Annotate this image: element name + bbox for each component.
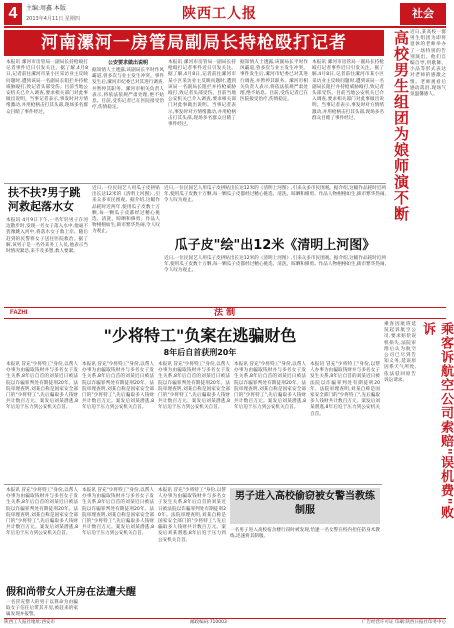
story3-body-b: 近日,一位民间艺人用瓜子皮拼贴出长达12米的《清明上河图》,引来众多市民围观。据介绍,这幅作品耗时近两年,使用瓜子皮数十万颗,每一颗瓜子皮都经过精心挑选、清洗、晾晒和修剪。作品人物栩栩如生,街市繁华热闹,令人叹为观止。 (164, 186, 386, 204)
story5-headline: "少将特工"负案在逃骗财色 (103, 326, 297, 345)
story1-body-a: 本报讯 漯河市房管局一副局长持枪殴打记者事件近日引发关注。据了解,4月8日,记者前往漯河市某小区采访业主反映问题时,遭到该局一名副局长阻拦并持枪威胁殴打,致记者头部受伤。目前当地公安机关已介入调查,要求相关部门对此事做出说明。当事记者表示,事发时对方情绪激动,并用枪柄击打其头部,现场多名群众目睹了事件经过。 (6, 60, 88, 115)
story4-headline: 高校男生组团为娘师演不断 (392, 30, 410, 222)
fazhi-section-bar (4, 307, 446, 319)
story5-body-f: 本报讯 冒充"少将特工"身份,以帮人办事为由骗取钱财并与多名女子发生关系,8年后自首的刘某近日被法院以诈骗罪判处有期徒刑20年。法院审理查明,刘某自称是国家安全部门的"少将特工",先后骗取多人钱财共计数百万元。案发后刘某潜逃,8年后迫于压力到公安机关自首。 (6, 488, 78, 537)
divider (4, 183, 386, 184)
story3-body-c: 近日,一位民间艺人用瓜子皮拼贴出长达12米的《清明上河图》,引来众多市民围观。据介绍,这幅作品耗时近两年,使用瓜子皮数十万颗,每一颗瓜子皮都经过精心挑选、清洗、晾晒和修剪。作品人物栩栩如生,街市繁华热闹,令人叹为观止。 (164, 256, 386, 274)
footer-mid: 邮政编码:710003 (190, 620, 227, 625)
editor-line: 主编:周鑫 本版 (26, 5, 66, 12)
story3-headline: 瓜子皮"绘"出12米《清明上河图》 (174, 238, 376, 253)
story7-body: 一名男子进入高校宿舍楼行窃时被发现,恰逢一名女警在校内担任防身术教练,迅速将其制服。 (230, 528, 380, 540)
story5-body-h: 本报讯 冒充"少将特工"身份,以帮人办事为由骗取钱财并与多名女子发生关系,8年后自首的刘某近日被法院以诈骗罪判处有期徒刑20年。法院审理查明,刘某自称是国家安全部门的"少将特工",先后骗取多人钱财共计数百万元。案发后刘某潜逃,8年后迫于压力到公安机关自首。 (158, 488, 226, 543)
story5-subhead: 8年后自首获刑20年 (163, 348, 237, 357)
footer (4, 618, 446, 626)
story8-headline: 假和尚带女人开房在法遭夫醒 (6, 587, 136, 598)
story5-body-b: 本报讯 冒充"少将特工"身份,以帮人办事为由骗取钱财并与多名女子发生关系,8年后自首的刘某近日被法院以诈骗罪判处有期徒刑20年。法院审理查明,刘某自称是国家安全部门的"少将特工",先后骗取多人钱财共计数百万元。案发后刘某潜逃,8年后迫于压力到公安机关自首。 (82, 362, 154, 411)
paper-title: 陕西工人报 (182, 6, 257, 22)
story1-body-d: 据知情人士透露,该副局长平时作风霸道,曾多次与业主发生冲突。事件发生后,漯河市纪委已对其进行调查,并暂停其职务。漯河市相关负责人表示,将依法依规严肃处理,绝不姑息。目前,受伤记者已在医院接受治疗,伤情稳定。 (240, 60, 308, 103)
story1-subhead: 公安要求做出说明 (107, 60, 148, 66)
story5-body-a: 本报讯 冒充"少将特工"身份,以帮人办事为由骗取钱财并与多名女子发生关系,8年后自首的刘某近日被法院以诈骗罪判处有期徒刑20年。法院审理查明,刘某自称是国家安全部门的"少将特工",先后骗取多人钱财共计数百万元。案发后刘某潜逃,8年后迫于压力到公安机关自首。 (6, 362, 78, 411)
story1-body-b: 据知情人士透露,该副局长平时作风霸道,曾多次与业主发生冲突。事件发生后,漯河市纪委已对其进行调查,并暂停其职务。漯河市相关负责人表示,将依法依规严肃处理,绝不姑息。目前,受伤记者已在医院接受治疗,伤情稳定。 (92, 68, 164, 111)
story6-body: 乘客因航班延误起诉航空公司,要求赔偿误机损失,法院审理后认为航空公司已尽到告知义务,延误原因系天气所致,依法驳回原告诉讼请求。 (384, 322, 416, 383)
story5-body-c: 本报讯 冒充"少将特工"身份,以帮人办事为由骗取钱财并与多名女子发生关系,8年后自首的刘某近日被法院以诈骗罪判处有期徒刑20年。法院审理查明,刘某自称是国家安全部门的"少将特工",先后骗取多人钱财共计数百万元。案发后刘某潜逃,8年后迫于压力到公安机关自首。 (158, 362, 230, 411)
story2-body: 本报讯 4月9日下午,一名年轻男子在河边散步时,发现一名女子落入水中,他毫不犹豫跳入河中,将落水女子救上岸。随后赶到的民警将女子送往医院救治。据了解,该男子是一名外来务工人员,他表示当时情况紧急,来不及多想,救人要紧。 (6, 218, 88, 255)
story1-headline: 河南漯河一房管局副局长持枪殴打记者 (4, 30, 384, 56)
story5-body-e: 本报讯 冒充"少将特工"身份,以帮人办事为由骗取钱财并与多名女子发生关系,8年后自首的刘某近日被法院以诈骗罪判处有期徒刑20年。法院审理查明,刘某自称是国家安全部门的"少将特工",先后骗取多人钱财共计数百万元。案发后刘某潜逃,8年后迫于压力到公安机关自首。 (310, 362, 381, 417)
story3-body-a: 近日,一位民间艺人用瓜子皮拼贴出长达12米的《清明上河图》,引来众多市民围观。据介绍,这幅作品耗时近两年,使用瓜子皮数十万颗,每一颗瓜子皮都经过精心挑选、清洗、晾晒和修剪。作品人物栩栩如生,街市繁华热闹,令人叹为观止。 (92, 186, 160, 235)
story2-headline: 扶不扶?男子跳河救起落水女 (8, 186, 81, 213)
story1-body-c: 本报讯 漯河市房管局一副局长持枪殴打记者事件近日引发关注。据了解,4月8日,记者前往漯河市某小区采访业主反映问题时,遭到该局一名副局长阻拦并持枪威胁殴打,致记者头部受伤。目前当地公安机关已介入调查,要求相关部门对此事做出说明。当事记者表示,事发时对方情绪激动,并用枪柄击打其头部,现场多名群众目睹了事件经过。 (168, 60, 236, 128)
fazhi-label: FAZHI (10, 310, 28, 316)
fazhi-title: 法 制 (214, 308, 236, 318)
story4-body: 近日,某高校一群男生组团为即将退休的老师举办了一场特别的告别演出。他们自编自导,用歌舞、小品等形式表达对老师的感激之情。老师观看后感动落泪,现场气氛温馨感人。 (410, 30, 446, 98)
page-number: 4 (4, 3, 22, 25)
story1-body-e: 本报讯 漯河市房管局一副局长持枪殴打记者事件近日引发关注。据了解,4月8日,记者前往漯河市某小区采访业主反映问题时,遭到该局一名副局长阻拦并持枪威胁殴打,致记者头部受伤。目前当地公安机关已介入调查,要求相关部门对此事做出说明。当事记者表示,事发时对方情绪激动,并用枪柄击打其头部,现场多名群众目睹了事件经过。 (312, 60, 384, 121)
story6-headline: 乘客诉航空公司索赔"误机费"败诉 (420, 322, 453, 520)
divider (4, 484, 382, 485)
story5-body-d: 本报讯 冒充"少将特工"身份,以帮人办事为由骗取钱财并与多名女子发生关系,8年后自首的刘某近日被法院以诈骗罪判处有期徒刑20年。法院审理查明,刘某自称是国家安全部门的"少将特工",先后骗取多人钱财共计数百万元。案发后刘某潜逃,8年后迫于压力到公安机关自首。 (234, 362, 306, 411)
issue-date: 2013年4月11日 星期四 (26, 16, 80, 22)
footer-right: 广告经营许可证 印刷:陕西日报社印务中心 (362, 620, 446, 625)
section-label: 社会 (400, 3, 446, 25)
masthead-rule (4, 26, 446, 28)
story7-headline: 男子进入高校偷窃被女警当教练制服 (235, 491, 375, 516)
footer-left: 陕西工人报社地址:西安市 (4, 620, 56, 625)
masthead (4, 3, 446, 25)
story8-body: 一名冒充僧人的男子以算命为由骗取女子信任后带其开房,被赶来的家属发现并报警。 (6, 600, 78, 618)
story5-body-g: 本报讯 冒充"少将特工"身份,以帮人办事为由骗取钱财并与多名女子发生关系,8年后自首的刘某近日被法院以诈骗罪判处有期徒刑20年。法院审理查明,刘某自称是国家安全部门的"少将特工",先后骗取多人钱财共计数百万元。案发后刘某潜逃,8年后迫于压力到公安机关自首。 (82, 488, 154, 537)
